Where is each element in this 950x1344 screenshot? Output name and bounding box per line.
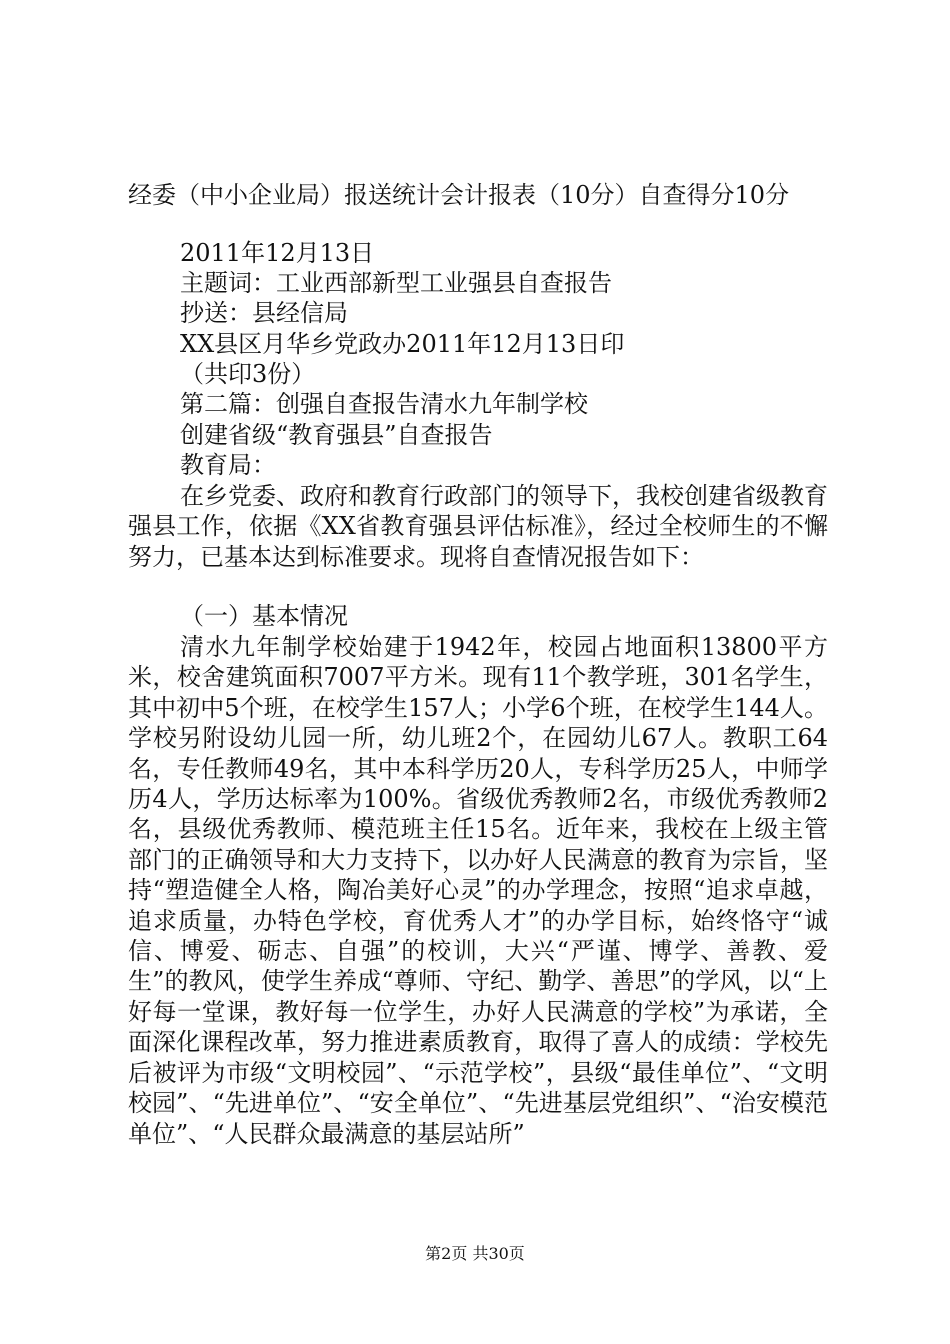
report-title: 创建省级“教育强县”自查报告 [180,421,493,449]
section-heading: （一）基本情况 [180,602,348,630]
intro-paragraph: 在乡党委、政府和教育行政部门的领导下，我校创建省级教育强县工作，依据《XX省教育强县评估标准》，经过全校师生的不懈努力，已基本达到标准要求。现将自查情况报告如下： [128,482,828,571]
recipient-line: 教育局： [180,451,276,479]
page-number-footer: 第2页 共30页 [425,1244,525,1263]
cc-line: 抄送：县经信局 [180,299,348,327]
date-line: 2011年12月13日 [180,239,375,267]
text-line-report-score: 经委（中小企业局）报送统计会计报表（10分）自查得分10分 [128,181,790,209]
chapter-title: 第二篇：创强自查报告清水九年制学校 [180,390,588,418]
section-body-paragraph: 清水九年制学校始建于1942年，校园占地面积13800平方米，校舍建筑面积7007平方米。现有11个教学班，301名学生，其中初中5个班，在校学生157人；小学6个班，在校学生144人。学校另附设幼儿园一所，幼儿班2个，在园幼儿67人。教职工64名，专任教师49名，其中本科学历20人，专科学历25人，中师学历4人，学历达标率为100%。省级优秀教师2名，市级优秀教师2名，县级优秀教师、模范班主任15名。近年来，我校在上级主管部门的正确领导和大力支持下，以办好人民满意的教育为宗旨，坚持“塑造健全人格，陶冶美好心灵”的办学理念，按照“追求卓越，追求质量，办特色学校，育优秀人才”的办学目标，始终恪守“诚信、博爱、砺志、自强”的校训，大兴“严谨、博学、善教、爱生”的教风，使学生养成“尊师、守纪、勤学、善思”的学风，以“上好每一堂课，教好每一位学生，办好人民满意的学校”为承诺，全面深化课程改革，努力推进素质教育，取得了喜人的成绩：学校先后被评为市级“文明校园”、“示范学校”，县级“最佳单位”、“文明校园”、“先进单位”、“安全单位”、“先进基层党组织”、“治安模范单位”、“人民群众最满意的基层站所” [128,633,828,1148]
copies-line: （共印3份） [180,360,316,388]
issuer-line: XX县区月华乡党政办2011年12月13日印 [180,330,625,358]
subject-line: 主题词：工业西部新型工业强县自查报告 [180,269,612,297]
